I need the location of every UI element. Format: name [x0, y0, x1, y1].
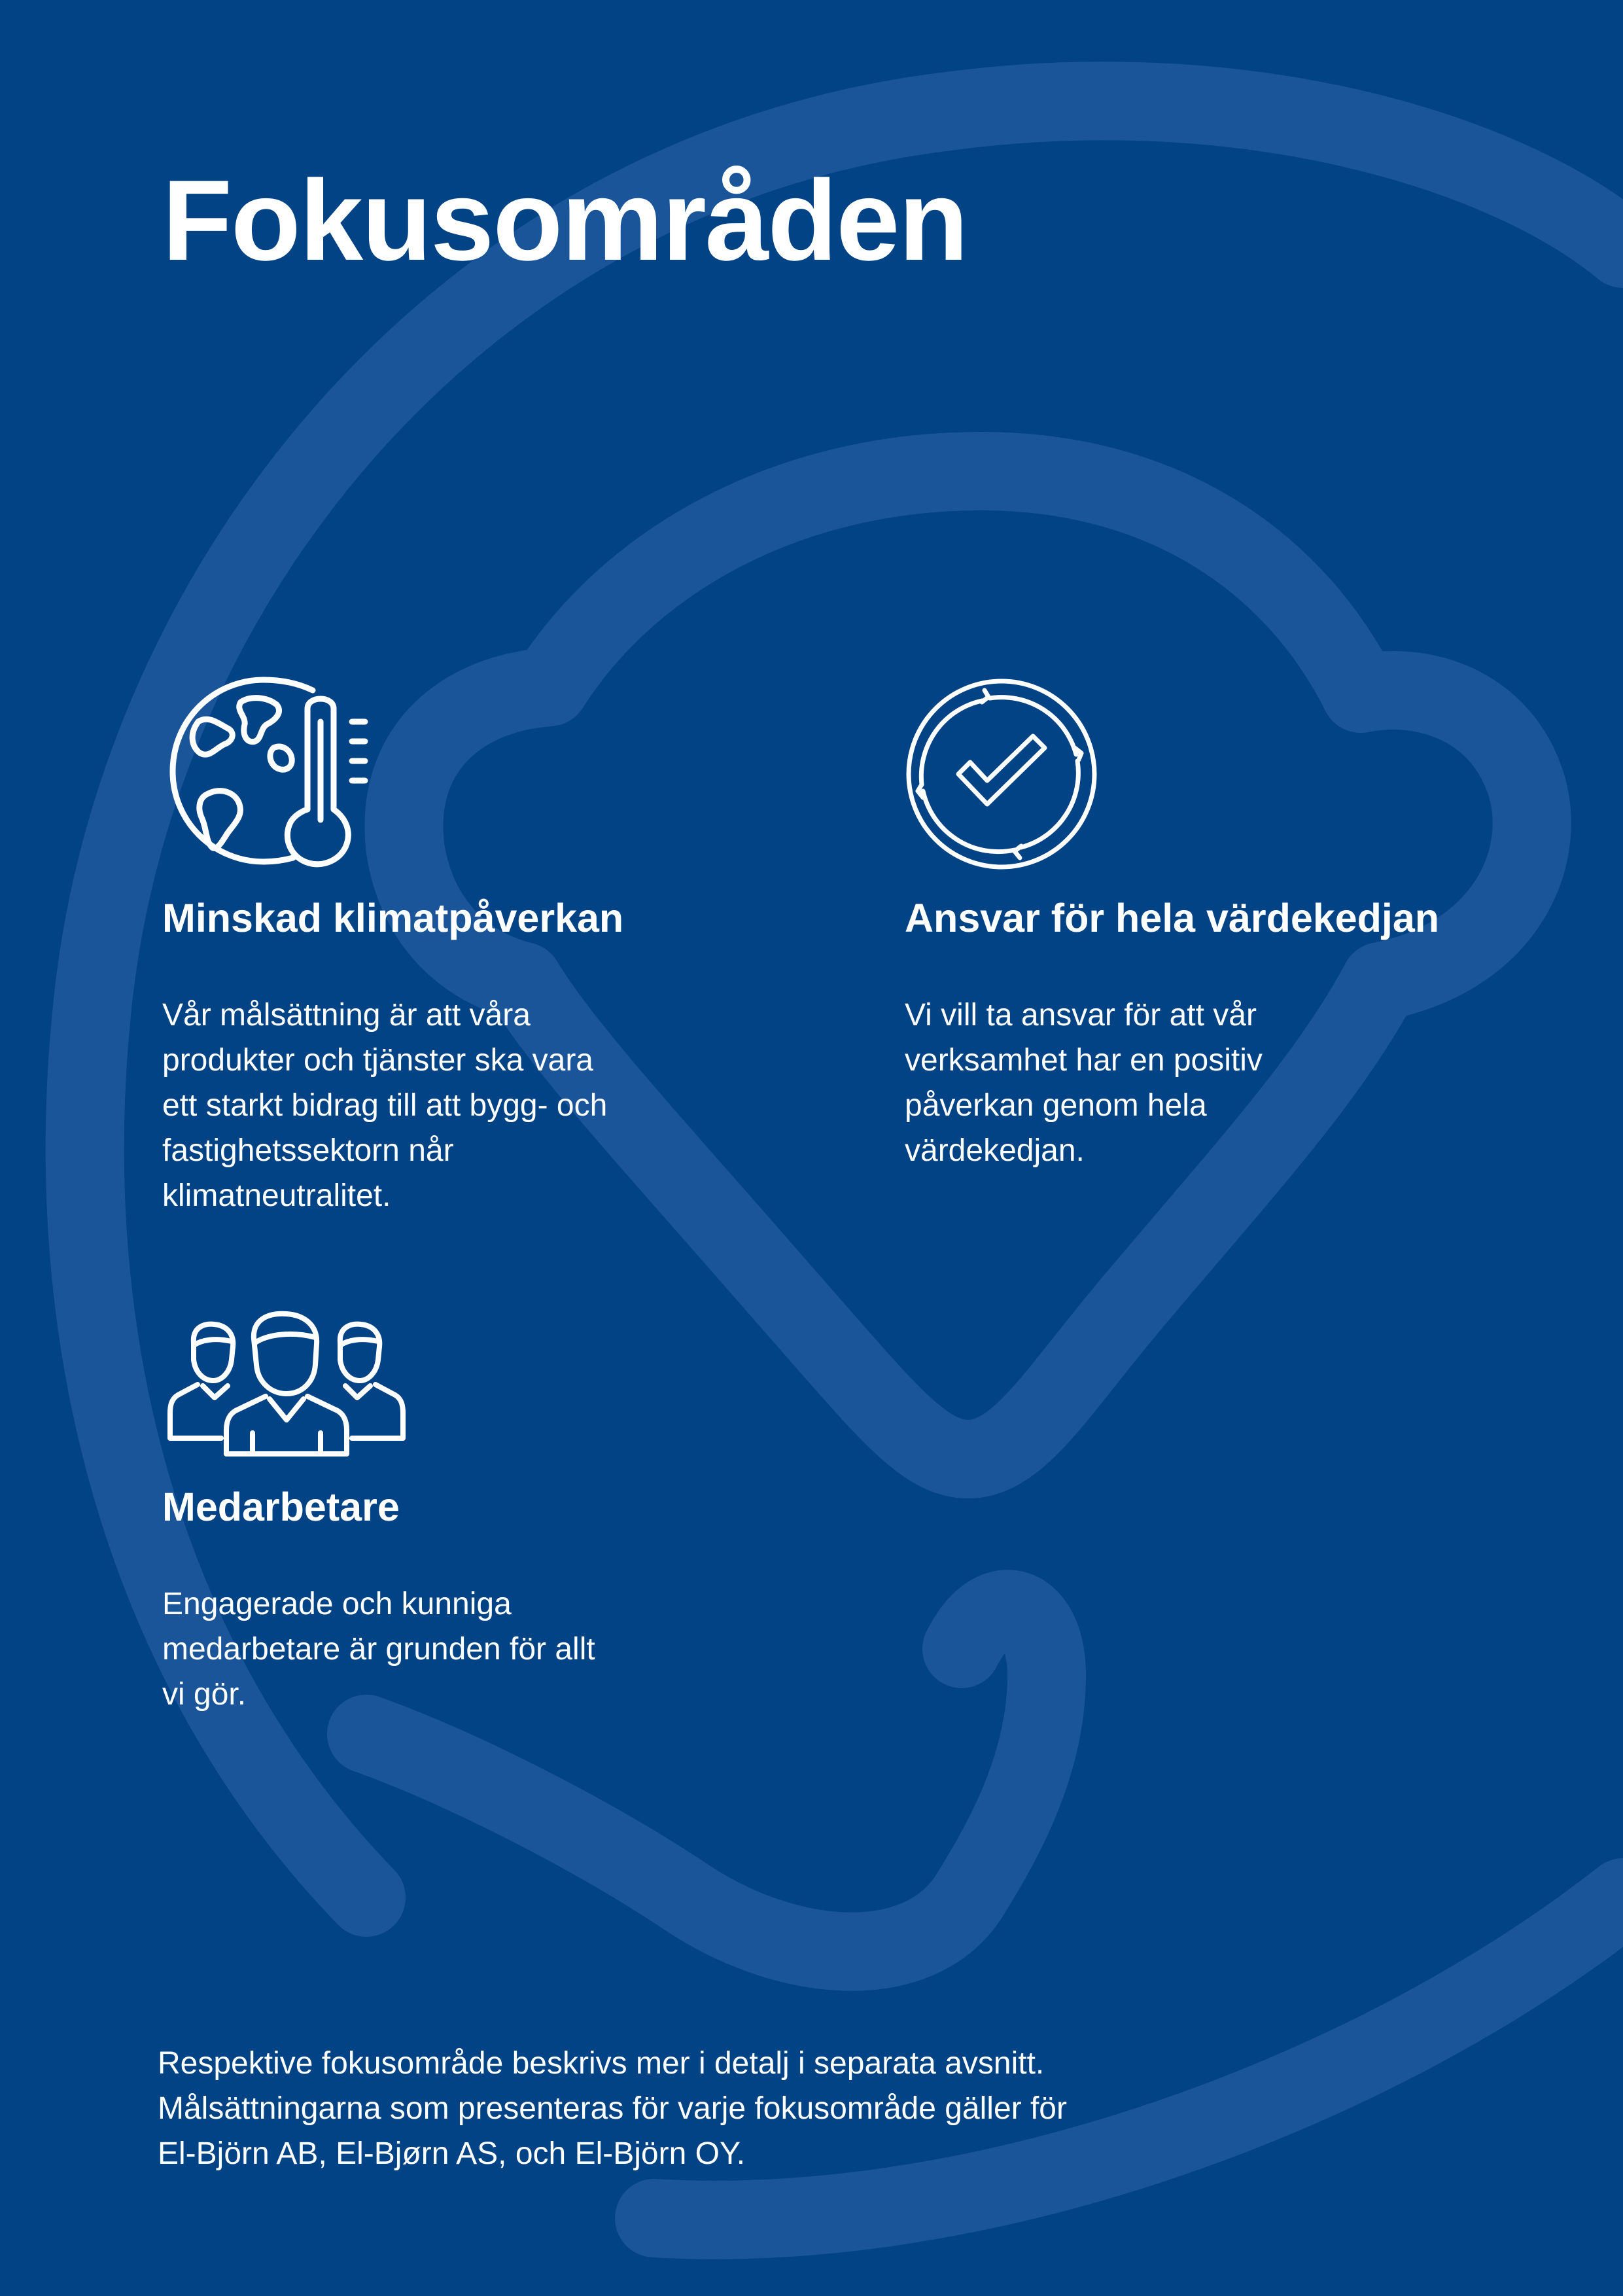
focus-area-medarbetare	[162, 1309, 751, 1717]
focus-area-ansvar	[905, 676, 1493, 1173]
people-group-icon	[162, 1309, 411, 1459]
globe-thermometer-icon	[162, 676, 385, 872]
section-body: Engagerade och kunniga medarbetare är grunden för allt vi gör.	[162, 1587, 595, 1712]
section-heading: Minskad klimatpåverkan	[162, 896, 624, 940]
focus-area-klimat	[162, 676, 751, 1218]
section-body: Vi vill ta ansvar för att vår verksamhet har en positiv påverkan genom hela värdekedjan.	[905, 998, 1263, 1169]
section-body: Vår målsättning är att våra produkter och tjänster ska vara ett starkt bidrag till att bygg- och fastighetssektorn når klimatneutralitet.	[162, 998, 608, 1214]
circular-check-icon	[905, 676, 1101, 872]
section-heading: Ansvar för hela värdekedjan	[905, 896, 1440, 940]
footer-note: Respektive fokusområde beskrivs mer i detalj i separata avsnitt. Målsättningarna som presenteras för varje fokusområde gäller för El-Björn AB, El-Bjørn AS, och El-Björn OY.	[158, 2046, 1067, 2171]
section-heading: Medarbetare	[162, 1485, 400, 1529]
page-title: Fokusområden	[162, 157, 968, 285]
